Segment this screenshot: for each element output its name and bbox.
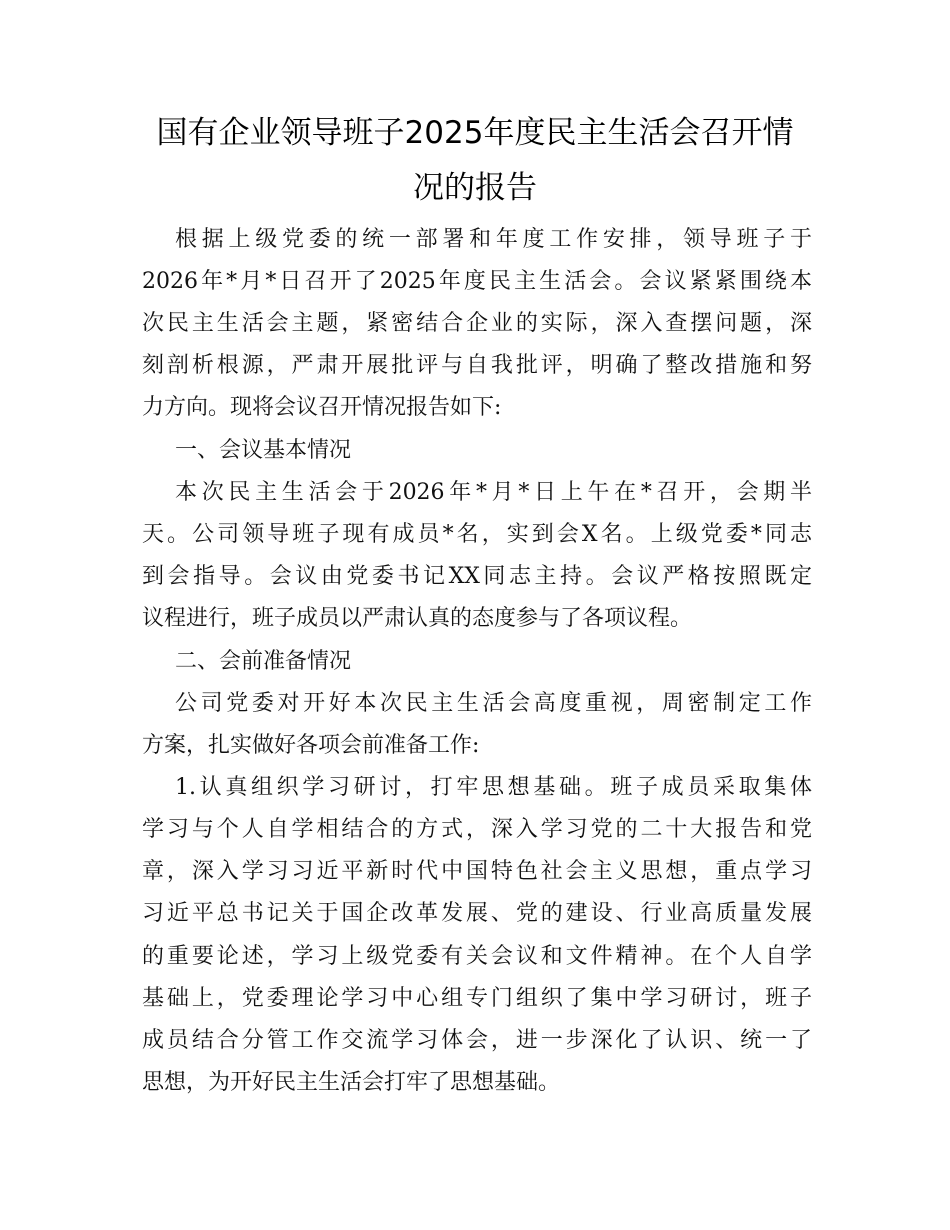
body-line: 公司党委对开好本次民主生活会高度重视，周密制定工作 — [175, 691, 812, 716]
document-title-line-1: 国有企业领导班子2025年度民主生活会召开情 — [156, 115, 794, 151]
body-line: 次民主生活会主题，紧密结合企业的实际，深入查摆问题，深 — [142, 311, 812, 336]
body-line: 思想，为开好民主生活会打牢了思想基础。 — [142, 1070, 561, 1095]
body-line: 的重要论述，学习上级党委有关会议和文件精神。在个人自学 — [142, 944, 812, 969]
body-line: 2026年*月*日召开了2025年度民主生活会。会议紧紧围绕本 — [142, 269, 812, 294]
section-heading-1: 一、会议基本情况 — [175, 438, 352, 463]
body-line: 刻剖析根源，严肃开展批评与自我批评，明确了整改措施和努 — [142, 353, 812, 378]
body-line: 基础上，党委理论学习中心组专门组织了集中学习研讨，班子 — [142, 986, 812, 1011]
body-line: 1.认真组织学习研讨，打牢思想基础。班子成员采取集体 — [175, 775, 812, 800]
body-line: 章，深入学习习近平新时代中国特色社会主义思想，重点学习 — [142, 859, 812, 884]
body-line: 习近平总书记关于国企改革发展、党的建设、行业高质量发展 — [142, 901, 812, 926]
body-line: 到会指导。会议由党委书记XX同志主持。会议严格按照既定 — [142, 564, 812, 589]
document-title-line-2: 况的报告 — [413, 170, 537, 206]
body-line: 力方向。现将会议召开情况报告如下: — [142, 395, 502, 420]
body-line: 本次民主生活会于2026年*月*日上午在*召开，会期半 — [175, 480, 812, 505]
body-line: 学习与个人自学相结合的方式，深入学习党的二十大报告和党 — [142, 817, 812, 842]
body-line: 方案，扎实做好各项会前准备工作: — [142, 733, 480, 758]
body-line: 天。公司领导班子现有成员*名，实到会X名。上级党委*同志 — [142, 522, 812, 547]
body-line: 议程进行，班子成员以严肃认真的态度参与了各项议程。 — [142, 606, 693, 631]
section-heading-2: 二、会前准备情况 — [175, 649, 352, 674]
body-line: 根据上级党委的统一部署和年度工作安排，领导班子于 — [175, 227, 812, 252]
body-line: 成员结合分管工作交流学习体会，进一步深化了认识、统一了 — [142, 1028, 812, 1053]
